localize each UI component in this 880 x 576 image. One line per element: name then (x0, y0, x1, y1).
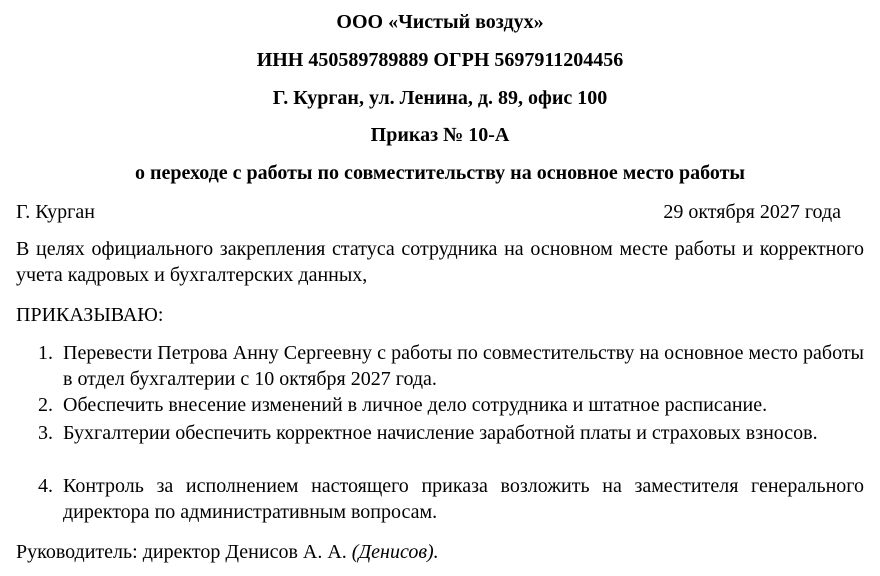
list-item (38, 420, 864, 472)
list-item-number: 1. (38, 342, 53, 364)
list-item-number: 3. (38, 422, 53, 444)
organization-address: Г. Курган, ул. Ленина, д. 89, офис 100 (272, 87, 608, 109)
signature-label: Руководитель: директор Денисов А. А. (16, 541, 347, 563)
list-item-text: Перевести Петрова Анну Сергеевну с работы по совместительству на основное место работы в отдел бухгалтерии с 10 октября 2027 года. (63, 342, 864, 390)
order-title: Приказ № 10-А (370, 124, 510, 146)
order-date: 29 октября 2027 года (663, 201, 841, 223)
list-item-text: Контроль за исполнением настоящего приказа возложить на заместителя генерального директора по административным вопросам. (63, 475, 864, 523)
organization-name: ООО «Чистый воздух» (336, 11, 544, 33)
order-directive: ПРИКАЗЫВАЮ: (16, 304, 164, 326)
list-item-number: 2. (38, 394, 53, 416)
list-item (38, 473, 864, 525)
preamble-paragraph: В целях официального закрепления статуса сотрудника на основном месте работы и корректного учета кадровых и бухгалтерских данных, (16, 238, 864, 286)
list-item (38, 392, 864, 419)
list-item-text: Бухгалтерии обеспечить корректное начисление заработной платы и страховых взносов. (63, 422, 818, 444)
order-subject: о переходе с работы по совместительству на основное место работы (134, 162, 746, 184)
signature-line (16, 540, 439, 564)
organization-requisites: ИНН 450589789889 ОГРН 5697911204456 (256, 49, 624, 71)
list-item-text: Обеспечить внесение изменений в личное дело сотрудника и штатное расписание. (63, 394, 768, 416)
order-items-list (38, 340, 864, 525)
order-city: Г. Курган (16, 201, 95, 223)
list-item-number: 4. (38, 475, 53, 497)
handwritten-signature: (Денисов). (351, 541, 439, 563)
list-item (38, 340, 864, 392)
